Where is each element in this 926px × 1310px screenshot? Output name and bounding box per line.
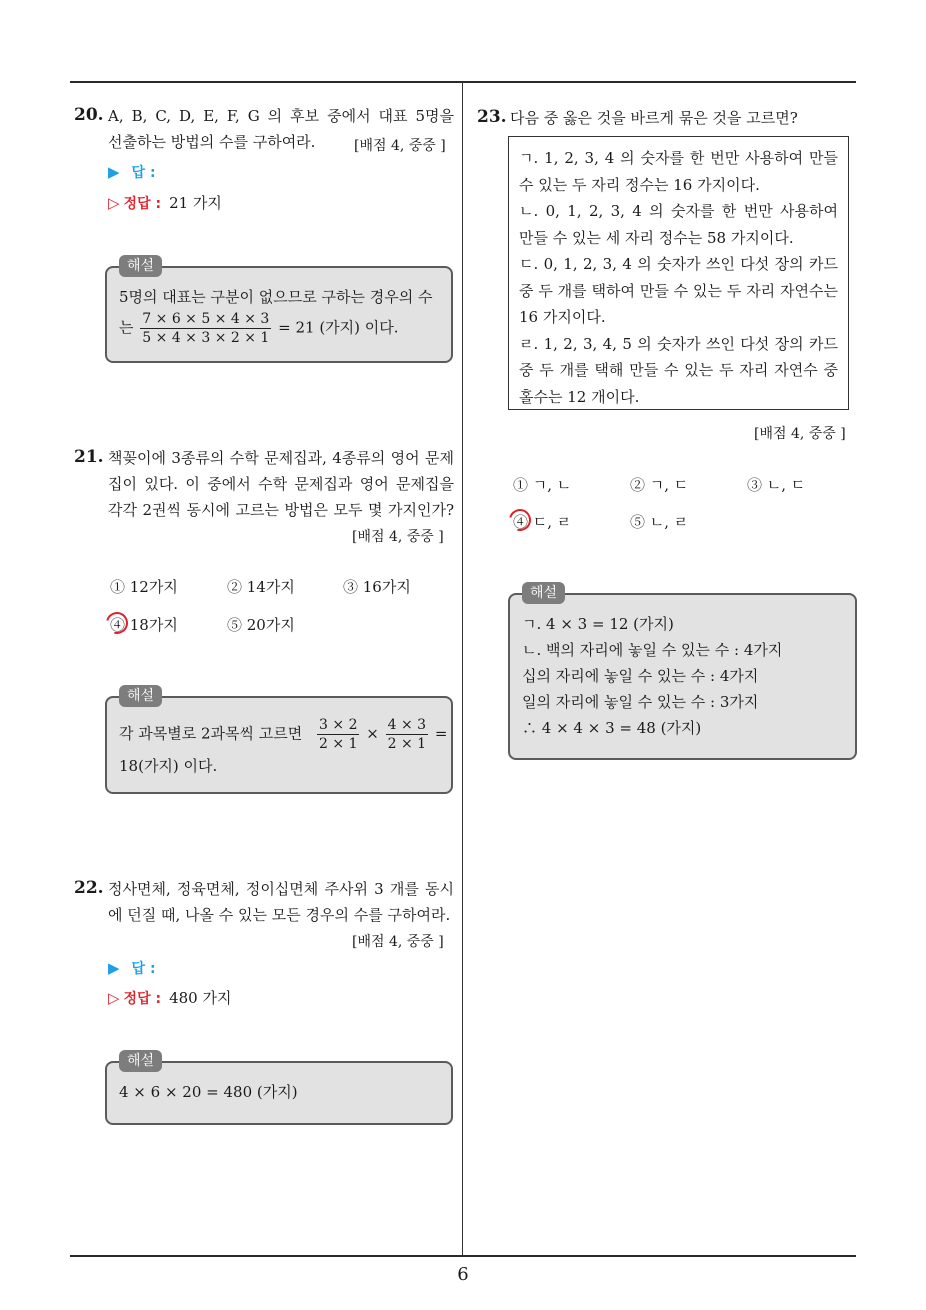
q21-fraction-1 [317,716,359,753]
q21-frac1-numerator: 3 × 2 [319,717,358,733]
q23-choice-2[interactable]: ② ㄱ, ㄷ [630,476,689,494]
q20-line-2: 선출하는 방법의 수를 구하여라. [108,133,316,151]
q21-choice-5[interactable]: ⑤ 20가지 [227,616,295,634]
q21-fraction-2 [386,716,428,753]
q20-solution-box [105,258,453,363]
q21-solution-line-1 [119,716,448,753]
q22-line-1: 정사면체, 정육면체, 정이십면체 주사위 3 개를 동시 [108,880,454,898]
q22-solution-tag: 해설 [119,1050,162,1072]
q22-question [108,876,454,928]
q21-solution-tag: 해설 [119,685,162,707]
q22-score: [배점 4, 중중 ] [352,934,444,950]
q20-score: [배점 4, 중중 ] [354,138,446,154]
q23-choice-4[interactable]: ④ ㄷ, ㄹ [513,513,572,531]
q22-number: 22. [74,878,104,898]
q22-correct-value: 480 가지 [169,989,232,1007]
q21-frac1-denominator: 2 × 1 [319,736,358,752]
bottom-rule [70,1255,856,1257]
q20-answer-line [108,162,156,182]
q21-solution-line-2: 18(가지) 이다. [119,757,218,775]
q21-equals: = [434,724,448,743]
q23-condition-line-8: ㄹ. 1, 2, 3, 4, 5 의 숫자가 쓰인 다섯 장의 카드 [519,334,838,353]
q21-score: [배점 4, 중중 ] [352,529,444,545]
q23-solution-line-2: ㄴ. 백의 자리에 놓일 수 있는 수 : 4가지 [522,641,783,659]
q23-solution-tag: 해설 [522,582,565,604]
q22-line-2: 에 던질 때, 나올 수 있는 모든 경우의 수를 구하여라. [108,906,451,924]
q21-times: × [366,724,379,743]
q20-solution-suffix: = 21 (가지) 이다. [278,318,399,337]
q20-answer-label: 답 : [131,165,156,181]
q20-fraction [140,310,271,347]
triangle-filled-icon: ▶ [108,163,120,181]
q21-solution-prefix: 각 과목별로 2과목씩 고르면 [119,724,303,743]
q21-frac2-denominator: 2 × 1 [387,736,427,752]
q20-correct-value: 21 가지 [169,194,222,212]
q21-choice-4[interactable]: ④ 18가지 [110,616,178,634]
q23-score: [배점 4, 중중 ] [754,426,846,442]
q23-choice-3[interactable]: ③ ㄴ, ㄷ [747,476,806,494]
q23-condition-line-1: ㄱ. 1, 2, 3, 4 의 숫자를 한 번만 사용하여 만들 [519,149,838,167]
q23-solution-line-5: ∴ 4 × 4 × 3 = 48 (가지) [522,719,702,737]
top-rule [70,81,856,83]
q23-condition-line-9: 중 두 개를 택해 만들 수 있는 두 자리 자연수 중 [519,361,838,379]
q21-line-3: 각각 2권씩 동시에 고르는 방법은 모두 몇 가지인가? [108,501,454,519]
column-divider [462,82,463,1256]
page-number: 6 [457,1264,469,1285]
q20-solution-prefix: 는 [119,318,134,337]
q23-condition-line-6: 중 두 개를 택하여 만들 수 있는 두 자리 자연수는 [519,281,838,300]
q21-line-2: 집이 있다. 이 중에서 수학 문제집과 영어 문제집을 [108,475,454,493]
q20-correct-label: 정답 : [123,196,162,212]
q22-solution-box [105,1053,453,1125]
q23-solution-box [508,585,857,760]
q23-solution-line-3: 십의 자리에 놓일 수 있는 수 : 4가지 [522,667,759,685]
q23-conditions-box [508,136,849,410]
q21-solution-box [105,688,453,794]
q23-choice-1[interactable]: ① ㄱ, ㄴ [513,476,572,494]
triangle-filled-icon: ▶ [108,959,120,977]
q21-number: 21. [74,447,104,467]
q22-answer-label: 답 : [131,961,156,977]
q23-condition-line-7: 16 가지이다. [519,308,606,326]
q23-choice-5[interactable]: ⑤ ㄴ, ㄹ [630,513,689,531]
q20-number: 20. [74,105,104,125]
q20-frac-numerator: 7 × 6 × 5 × 4 × 3 [142,311,270,327]
triangle-outline-icon: ▷ [108,989,120,1007]
q23-condition-line-5: ㄷ. 0, 1, 2, 3, 4 의 숫자가 쓰인 다섯 장의 카드 [519,255,838,273]
q23-question-text: 다음 중 옳은 것을 바르게 묶은 것을 고르면? [510,109,798,127]
q21-choice-2[interactable]: ② 14가지 [227,578,295,596]
q20-correct-line [108,192,222,213]
q23-solution-line-1: ㄱ. 4 × 3 = 12 (가지) [522,615,674,633]
q21-choice-1[interactable]: ① 12가지 [110,578,178,596]
q20-solution-line-1: 5명의 대표는 구분이 없으므로 구하는 경우의 수 [119,288,433,306]
q20-frac-denominator: 5 × 4 × 3 × 2 × 1 [142,330,270,346]
q20-solution-line-2 [119,310,439,347]
q20-line-1: A, B, C, D, E, F, G 의 후보 중에서 대표 5명을 [108,107,454,125]
q22-answer-line [108,958,156,978]
q20-solution-tag: 해설 [119,255,162,277]
q21-choice-3[interactable]: ③ 16가지 [343,578,411,596]
q23-condition-line-4: 만들 수 있는 세 자리 정수는 58 가지이다. [519,228,794,247]
q22-correct-line [108,987,231,1008]
q22-correct-label: 정답 : [123,991,162,1007]
q23-condition-line-10: 홀수는 12 개이다. [519,387,640,406]
q23-condition-line-2: 수 있는 두 자리 정수는 16 가지이다. [519,175,760,194]
q21-frac2-numerator: 4 × 3 [387,717,427,733]
q21-line-1: 책꽂이에 3종류의 수학 문제집과, 4종류의 영어 문제 [108,449,454,467]
q23-number: 23. [477,107,507,127]
q22-solution-line-1: 4 × 6 × 20 = 480 (가지) [119,1083,298,1101]
triangle-outline-icon: ▷ [108,194,120,212]
q23-solution-line-4: 일의 자리에 놓일 수 있는 수 : 3가지 [522,693,759,711]
q23-question [510,105,856,131]
q23-condition-line-3: ㄴ. 0, 1, 2, 3, 4 의 숫자를 한 번만 사용하여 [519,202,838,220]
q21-question [108,445,454,523]
